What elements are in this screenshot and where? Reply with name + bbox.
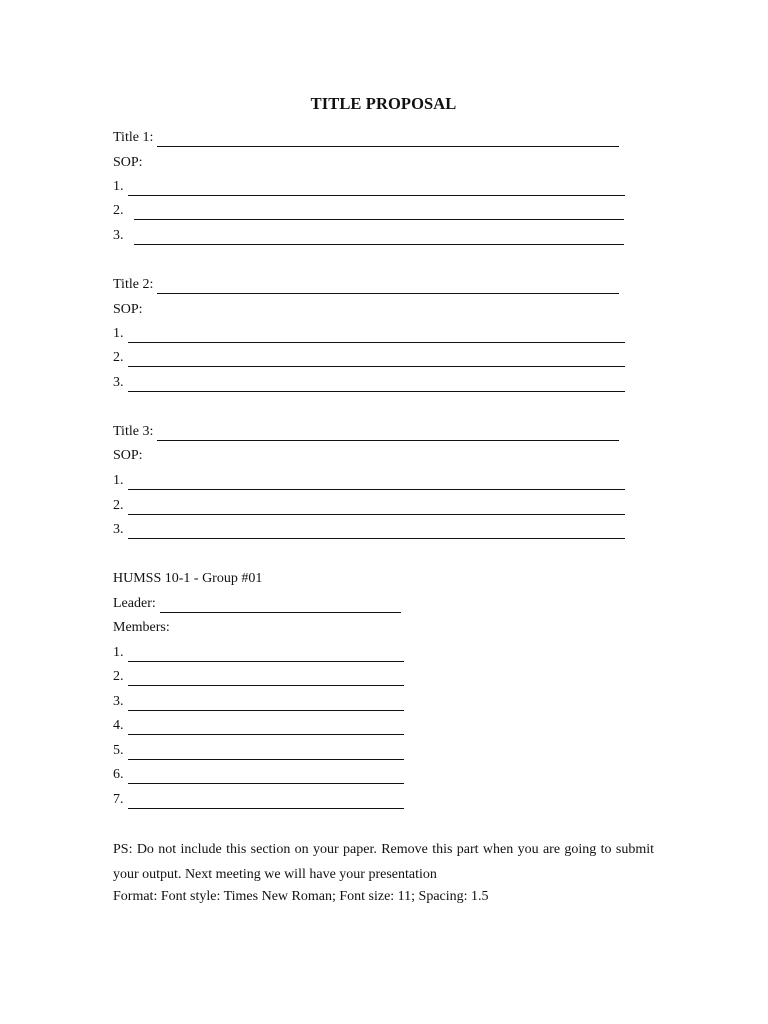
sop-3-label-line (113, 447, 143, 465)
title-2-line (113, 276, 619, 294)
member-5-number: 5. (113, 743, 124, 758)
sop-1-item-3-blank (134, 231, 624, 245)
member-7 (113, 791, 404, 809)
sop-3-item-3-number: 3. (113, 522, 124, 537)
sop-1-item-2-blank (134, 206, 624, 220)
leader-label: Leader: (113, 596, 156, 611)
member-2-blank (128, 672, 404, 686)
member-7-number: 7. (113, 792, 124, 807)
sop-1-item-1 (113, 178, 625, 196)
sop-1-item-3 (113, 227, 624, 245)
member-6-blank (128, 770, 404, 784)
sop-3-item-1-blank (128, 476, 625, 490)
member-2 (113, 668, 404, 686)
sop-3-item-2 (113, 497, 625, 515)
member-3-blank (128, 697, 404, 711)
sop-3-item-3-blank (128, 525, 625, 539)
group-name: HUMSS 10-1 - Group #01 (113, 571, 263, 586)
member-1-blank (128, 648, 404, 662)
sop-3-item-1 (113, 472, 625, 490)
sop-3-label: SOP: (113, 448, 143, 463)
member-5-blank (128, 746, 404, 760)
sop-1-label: SOP: (113, 155, 143, 170)
member-4-number: 4. (113, 718, 124, 733)
title-1-blank (157, 133, 619, 147)
member-4 (113, 717, 404, 735)
title-3-blank (157, 427, 619, 441)
sop-2-item-1-number: 1. (113, 326, 124, 341)
title-2-label: Title 2: (113, 277, 154, 292)
leader-blank (160, 599, 401, 613)
sop-1-item-1-blank (128, 182, 625, 196)
sop-2-item-2-blank (128, 353, 625, 367)
member-6-number: 6. (113, 767, 124, 782)
sop-1-item-2 (113, 202, 624, 220)
sop-2-label-line (113, 301, 143, 319)
member-3 (113, 693, 404, 711)
sop-1-label-line (113, 154, 143, 172)
sop-2-item-1-blank (128, 329, 625, 343)
sop-2-item-2-number: 2. (113, 350, 124, 365)
document-title: TITLE PROPOSAL (310, 94, 457, 113)
sop-2-item-3-number: 3. (113, 375, 124, 390)
title-1-line (113, 129, 619, 147)
format-note: Format: Font style: Times New Roman; Font size: 11; Spacing: 1.5 (113, 889, 489, 904)
title-3-label: Title 3: (113, 424, 154, 439)
sop-2-label: SOP: (113, 302, 143, 317)
members-label: Members: (113, 620, 170, 635)
sop-1-item-3-number: 3. (113, 228, 124, 243)
sop-3-item-2-blank (128, 501, 625, 515)
sop-2-item-1 (113, 325, 625, 343)
member-2-number: 2. (113, 669, 124, 684)
sop-3-item-1-number: 1. (113, 473, 124, 488)
leader-line (113, 595, 401, 613)
sop-1-item-1-number: 1. (113, 179, 124, 194)
member-7-blank (128, 795, 404, 809)
sop-2-item-3 (113, 374, 625, 392)
sop-2-item-2 (113, 349, 625, 367)
member-5 (113, 742, 404, 760)
member-1-number: 1. (113, 645, 124, 660)
members-label-line (113, 619, 170, 637)
title-1-label: Title 1: (113, 130, 154, 145)
member-6 (113, 766, 404, 784)
member-4-blank (128, 721, 404, 735)
member-1 (113, 644, 404, 662)
title-3-line (113, 423, 619, 441)
ps-note: PS: Do not include this section on your paper. Remove this part when you are going to submit your output. Next meeting we will have your presentation (113, 842, 654, 882)
sop-1-item-2-number: 2. (113, 203, 124, 218)
title-2-blank (157, 280, 619, 294)
sop-2-item-3-blank (128, 378, 625, 392)
sop-3-item-3 (113, 521, 625, 539)
group-name-line (113, 570, 262, 588)
member-3-number: 3. (113, 694, 124, 709)
sop-3-item-2-number: 2. (113, 498, 124, 513)
